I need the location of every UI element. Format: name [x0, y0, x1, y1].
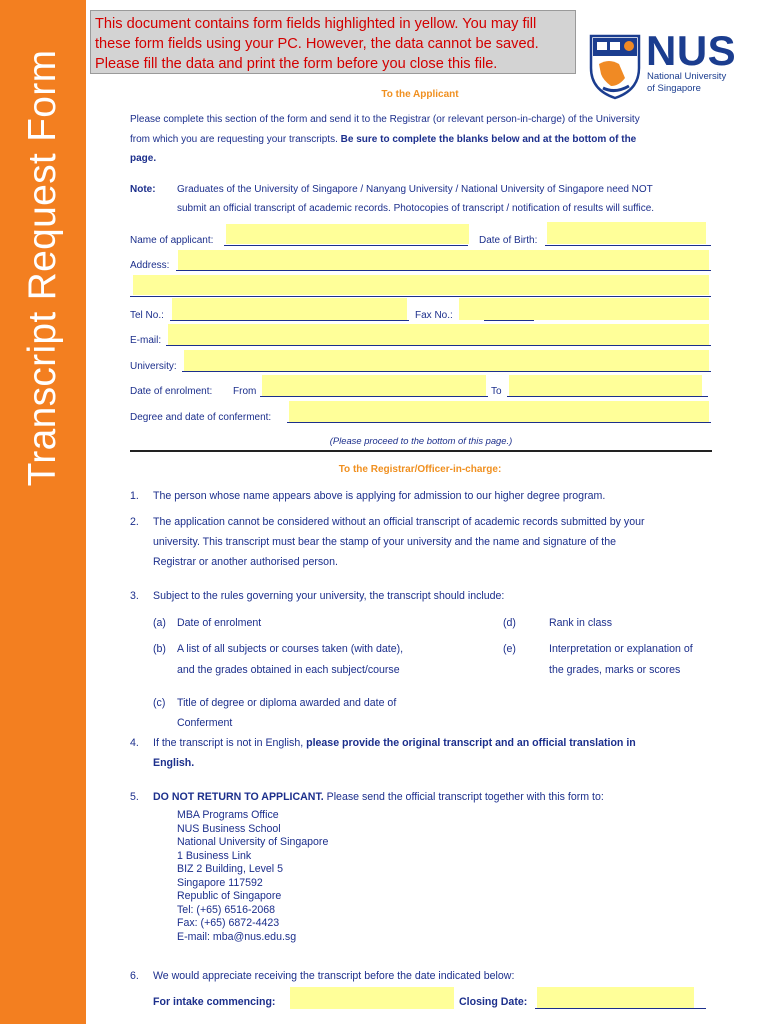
enrolment-to-label: To — [491, 386, 502, 397]
address-line: MBA Programs Office — [177, 809, 279, 821]
applicant-intro-line2 — [130, 130, 715, 150]
note-label: Note: — [130, 184, 156, 195]
enrolment-from-field[interactable] — [262, 375, 486, 396]
registrar-heading: To the Registrar/Officer-in-charge: — [338, 464, 502, 475]
p3-number: 3. — [130, 590, 139, 602]
item-c-line2: Conferment — [177, 717, 233, 729]
tel-label: Tel No.: — [130, 310, 164, 321]
item-b-label: (b) — [153, 643, 166, 655]
address-field-2[interactable] — [133, 275, 709, 295]
address-underline-1 — [176, 270, 711, 271]
dob-underline — [545, 245, 711, 246]
address-line: Tel: (+65) 6516-2068 — [177, 903, 276, 916]
enrolment-to-underline — [507, 396, 708, 397]
enrolment-from-label: From — [233, 386, 257, 397]
university-label: University: — [130, 361, 177, 372]
item-c-line1: Title of degree or diploma awarded and date of — [177, 697, 397, 709]
closing-date-underline — [535, 1008, 706, 1009]
p3-text: Subject to the rules governing your university, the transcript should include: — [153, 590, 505, 602]
item-e-line1: Interpretation or explanation of — [549, 643, 693, 655]
degree-field[interactable] — [289, 401, 709, 422]
dob-label: Date of Birth: — [479, 235, 538, 246]
name-label: Name of applicant: — [130, 235, 214, 246]
enrolment-label: Date of enrolment: — [130, 386, 213, 397]
address-line: 1 Business Link — [177, 849, 252, 862]
fax-field[interactable] — [459, 298, 709, 320]
fax-label: Fax No.: — [415, 310, 453, 321]
address-line: Fax: (+65) 6872-4423 — [177, 917, 280, 929]
closing-date-label: Closing Date: — [459, 996, 528, 1008]
address-line: E-mail: mba@nus.edu.sg — [177, 930, 297, 943]
p5-text-a: DO NOT RETURN TO APPLICANT. — [153, 791, 324, 803]
item-d-text: Rank in class — [549, 617, 612, 629]
enrolment-to-field[interactable] — [509, 375, 702, 396]
intake-field[interactable] — [290, 987, 454, 1009]
logo-subtitle-line2: of Singapore — [647, 83, 701, 94]
applicant-intro-line1: Please complete this section of the form and send it to the Registrar (or relevant person-in-charge) of the University — [130, 114, 640, 125]
closing-date-field[interactable] — [537, 987, 694, 1008]
p5-number: 5. — [130, 791, 139, 803]
p4-text-a: If the transcript is not in English, — [153, 737, 304, 749]
sidebar-title-container — [0, 0, 86, 1024]
p4-line1 — [153, 733, 718, 753]
fax-underline — [484, 320, 534, 321]
item-a-text: Date of enrolment — [177, 617, 262, 629]
intake-label: For intake commencing: — [153, 996, 276, 1008]
p5-text-b: Please send the official transcript together with this form to: — [326, 791, 604, 803]
nus-crest-icon — [589, 34, 641, 100]
p2-line2: university. This transcript must bear the stamp of your university and the name and signature of the — [153, 536, 617, 548]
p4-line2: English. — [153, 757, 195, 769]
p2-line3: Registrar or another authorised person. — [153, 556, 338, 568]
address-line: BIZ 2 Building, Level 5 — [177, 863, 283, 875]
item-a-label: (a) — [153, 617, 166, 629]
university-field[interactable] — [184, 350, 709, 371]
note-line2: submit an official transcript of academic records. Photocopies of transcript / notification of results will suffice. — [177, 203, 655, 214]
item-d-label: (d) — [503, 617, 516, 629]
item-b-line1: A list of all subjects or courses taken (with date), — [177, 643, 404, 655]
degree-label: Degree and date of conferment: — [130, 412, 272, 423]
address-label: Address: — [130, 260, 170, 271]
p1-number: 1. — [130, 490, 139, 502]
item-c-label: (c) — [153, 697, 166, 709]
nus-logo — [589, 27, 764, 104]
p2-line1: The application cannot be considered without an official transcript of academic records submitted by your — [153, 516, 645, 528]
tel-field[interactable] — [172, 298, 407, 320]
section-divider — [130, 450, 712, 452]
email-field[interactable] — [168, 324, 709, 345]
address-underline-2 — [130, 296, 711, 297]
address-line: Singapore 117592 — [177, 876, 263, 889]
item-e-line2: the grades, marks or scores — [549, 664, 681, 676]
item-e-label: (e) — [503, 643, 516, 655]
address-line: National University of Singapore — [177, 836, 329, 848]
name-field[interactable] — [226, 224, 469, 244]
mailing-address — [177, 809, 328, 944]
yellow-fields-notice: This document contains form fields highlighted in yellow. You may fill these form fields using your PC. However, the data cannot be saved. Please fill the data and print the form before you close this file. — [90, 10, 576, 74]
applicant-intro-line2a: from which you are requesting your transcripts. — [130, 134, 338, 145]
logo-subtitle-line1: National University — [647, 71, 727, 82]
applicant-intro-line2b: Be sure to complete the blanks below and at the bottom of the — [340, 134, 637, 145]
p4-text-b: please provide the original transcript and an official translation in — [306, 737, 636, 749]
dob-field[interactable] — [547, 222, 706, 244]
logo-subtitle — [647, 71, 726, 95]
logo-wordmark: NUS — [646, 27, 737, 74]
applicant-intro-line3: page. — [130, 153, 157, 164]
item-b-line2: and the grades obtained in each subject/course — [177, 664, 400, 676]
tel-underline — [170, 320, 409, 321]
email-underline — [166, 345, 711, 346]
university-underline — [182, 371, 711, 372]
proceed-note: (Please proceed to the bottom of this page.) — [329, 435, 513, 446]
degree-underline — [287, 422, 711, 423]
name-underline — [224, 245, 468, 246]
form-title: Transcript Request Form — [21, 49, 64, 487]
address-line: NUS Business School — [177, 822, 281, 835]
p6-number: 6. — [130, 970, 139, 982]
applicant-heading: To the Applicant — [381, 89, 459, 100]
email-label: E-mail: — [130, 335, 162, 346]
note-line1: Graduates of the University of Singapore / Nanyang University / National University of Singapore need NOT — [177, 184, 653, 195]
address-line: Republic of Singapore — [177, 890, 282, 902]
p2-number: 2. — [130, 516, 139, 528]
enrolment-from-underline — [260, 396, 488, 397]
p6-text: We would appreciate receiving the transcript before the date indicated below: — [153, 970, 515, 982]
address-field-1[interactable] — [178, 250, 709, 270]
p5-line — [153, 787, 718, 807]
p4-number: 4. — [130, 737, 139, 749]
p1-text: The person whose name appears above is applying for admission to our higher degree program. — [153, 490, 606, 502]
